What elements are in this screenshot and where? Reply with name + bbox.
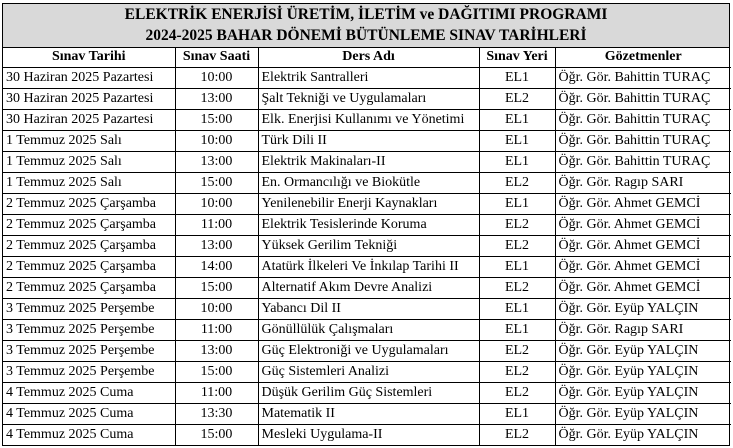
course-name-cell: Atatürk İlkeleri Ve İnkılap Tarihi II bbox=[258, 256, 479, 277]
exam-room-cell: EL1 bbox=[479, 130, 555, 151]
course-name-cell: En. Ormancılığı ve Biokütle bbox=[258, 172, 479, 193]
exam-time-cell: 13:00 bbox=[175, 340, 258, 361]
exam-room-cell: EL1 bbox=[479, 151, 555, 172]
course-name-cell: Matematik II bbox=[258, 403, 479, 424]
table-row bbox=[3, 193, 731, 214]
proctor-cell: Öğr. Gör. Bahittin TURAÇ bbox=[555, 67, 731, 88]
exam-date-cell: 1 Temmuz 2025 Salı bbox=[3, 151, 175, 172]
table-row bbox=[3, 298, 731, 319]
table-header-row bbox=[3, 48, 731, 67]
table-row bbox=[3, 319, 731, 340]
table-row bbox=[3, 109, 731, 130]
table-row bbox=[3, 130, 731, 151]
exam-room-cell: EL1 bbox=[479, 109, 555, 130]
exam-room-cell: EL1 bbox=[479, 298, 555, 319]
program-title: ELEKTRİK ENERJİSİ ÜRETİM, İLETİM ve DAĞITIMI PROGRAMI bbox=[124, 6, 608, 23]
exam-room-cell: EL1 bbox=[479, 403, 555, 424]
course-name-cell: Yüksek Gerilim Tekniği bbox=[258, 235, 479, 256]
proctor-cell: Öğr. Gör. Eyüp YALÇIN bbox=[555, 424, 731, 445]
proctor-cell: Öğr. Gör. Bahittin TURAÇ bbox=[555, 151, 731, 172]
header-exam-room: Sınav Yeri bbox=[479, 48, 555, 67]
proctor-cell: Öğr. Gör. Eyüp YALÇIN bbox=[555, 340, 731, 361]
proctor-cell: Öğr. Gör. Eyüp YALÇIN bbox=[555, 361, 731, 382]
exam-date-cell: 2 Temmuz 2025 Çarşamba bbox=[3, 256, 175, 277]
proctor-cell: Öğr. Gör. Bahittin TURAÇ bbox=[555, 109, 731, 130]
exam-date-cell: 3 Temmuz 2025 Perşembe bbox=[3, 361, 175, 382]
exam-date-cell: 30 Haziran 2025 Pazartesi bbox=[3, 67, 175, 88]
exam-room-cell: EL2 bbox=[479, 277, 555, 298]
exam-time-cell: 14:00 bbox=[175, 256, 258, 277]
exam-room-cell: EL2 bbox=[479, 214, 555, 235]
course-name-cell: Güç Sistemleri Analizi bbox=[258, 361, 479, 382]
course-name-cell: Alternatif Akım Devre Analizi bbox=[258, 277, 479, 298]
exam-time-cell: 13:00 bbox=[175, 235, 258, 256]
proctor-cell: Öğr. Gör. Bahittin TURAÇ bbox=[555, 88, 731, 109]
exam-date-cell: 4 Temmuz 2025 Cuma bbox=[3, 403, 175, 424]
exam-room-cell: EL1 bbox=[479, 319, 555, 340]
term-title: 2024-2025 BAHAR DÖNEMİ BÜTÜNLEME SINAV TARİHLERİ bbox=[145, 27, 587, 44]
exam-room-cell: EL2 bbox=[479, 235, 555, 256]
exam-date-cell: 1 Temmuz 2025 Salı bbox=[3, 130, 175, 151]
course-name-cell: Yenilenebilir Enerji Kaynakları bbox=[258, 193, 479, 214]
table-row bbox=[3, 256, 731, 277]
proctor-cell: Öğr. Gör. Bahittin TURAÇ bbox=[555, 130, 731, 151]
exam-room-cell: EL1 bbox=[479, 193, 555, 214]
table-row bbox=[3, 235, 731, 256]
exam-time-cell: 10:00 bbox=[175, 67, 258, 88]
exam-time-cell: 13:00 bbox=[175, 88, 258, 109]
course-name-cell: Güç Elektroniği ve Uygulamaları bbox=[258, 340, 479, 361]
exam-time-cell: 10:00 bbox=[175, 298, 258, 319]
exam-date-cell: 4 Temmuz 2025 Cuma bbox=[3, 382, 175, 403]
course-name-cell: Yabancı Dil II bbox=[258, 298, 479, 319]
table-row bbox=[3, 382, 731, 403]
proctor-cell: Öğr. Gör. Ahmet GEMCİ bbox=[555, 256, 731, 277]
table-row bbox=[3, 151, 731, 172]
header-course-name: Ders Adı bbox=[258, 48, 479, 67]
exam-time-cell: 11:00 bbox=[175, 214, 258, 235]
proctor-cell: Öğr. Gör. Eyüp YALÇIN bbox=[555, 382, 731, 403]
exam-room-cell: EL2 bbox=[479, 361, 555, 382]
course-name-cell: Elektrik Santralleri bbox=[258, 67, 479, 88]
proctor-cell: Öğr. Gör. Ahmet GEMCİ bbox=[555, 193, 731, 214]
exam-room-cell: EL2 bbox=[479, 340, 555, 361]
proctor-cell: Öğr. Gör. Ragıp SARI bbox=[555, 319, 731, 340]
exam-time-cell: 11:00 bbox=[175, 382, 258, 403]
table-row bbox=[3, 214, 731, 235]
proctor-cell: Öğr. Gör. Ahmet GEMCİ bbox=[555, 214, 731, 235]
exam-date-cell: 30 Haziran 2025 Pazartesi bbox=[3, 109, 175, 130]
proctor-cell: Öğr. Gör. Eyüp YALÇIN bbox=[555, 403, 731, 424]
table-row bbox=[3, 277, 731, 298]
exam-time-cell: 11:00 bbox=[175, 319, 258, 340]
exam-date-cell: 3 Temmuz 2025 Perşembe bbox=[3, 340, 175, 361]
table-row bbox=[3, 424, 731, 445]
course-name-cell: Şalt Tekniği ve Uygulamaları bbox=[258, 88, 479, 109]
exam-time-cell: 15:00 bbox=[175, 109, 258, 130]
exam-date-cell: 30 Haziran 2025 Pazartesi bbox=[3, 88, 175, 109]
exam-date-cell: 2 Temmuz 2025 Çarşamba bbox=[3, 214, 175, 235]
course-name-cell: Düşük Gerilim Güç Sistemleri bbox=[258, 382, 479, 403]
schedule-title bbox=[3, 4, 729, 48]
course-name-cell: Gönüllülük Çalışmaları bbox=[258, 319, 479, 340]
exam-time-cell: 15:00 bbox=[175, 361, 258, 382]
course-name-cell: Türk Dili II bbox=[258, 130, 479, 151]
course-name-cell: Elk. Enerjisi Kullanımı ve Yönetimi bbox=[258, 109, 479, 130]
exam-room-cell: EL2 bbox=[479, 424, 555, 445]
course-name-cell: Mesleki Uygulama-II bbox=[258, 424, 479, 445]
exam-room-cell: EL2 bbox=[479, 88, 555, 109]
table-row bbox=[3, 67, 731, 88]
header-proctors: Gözetmenler bbox=[555, 48, 731, 67]
table-row bbox=[3, 340, 731, 361]
exam-room-cell: EL1 bbox=[479, 256, 555, 277]
proctor-cell: Öğr. Gör. Eyüp YALÇIN bbox=[555, 298, 731, 319]
course-name-cell: Elektrik Makinaları-II bbox=[258, 151, 479, 172]
table-row bbox=[3, 361, 731, 382]
course-name-cell: Elektrik Tesislerinde Koruma bbox=[258, 214, 479, 235]
exam-date-cell: 4 Temmuz 2025 Cuma bbox=[3, 424, 175, 445]
exam-schedule-sheet bbox=[2, 3, 730, 446]
proctor-cell: Öğr. Gör. Ahmet GEMCİ bbox=[555, 235, 731, 256]
exam-time-cell: 15:00 bbox=[175, 277, 258, 298]
header-exam-time: Sınav Saati bbox=[175, 48, 258, 67]
table-row bbox=[3, 172, 731, 193]
exam-room-cell: EL1 bbox=[479, 67, 555, 88]
exam-date-cell: 2 Temmuz 2025 Çarşamba bbox=[3, 193, 175, 214]
table-row bbox=[3, 88, 731, 109]
exam-time-cell: 10:00 bbox=[175, 193, 258, 214]
exam-time-cell: 13:00 bbox=[175, 151, 258, 172]
proctor-cell: Öğr. Gör. Ragıp SARI bbox=[555, 172, 731, 193]
header-exam-date: Sınav Tarihi bbox=[3, 48, 175, 67]
exam-room-cell: EL2 bbox=[479, 172, 555, 193]
exam-time-cell: 10:00 bbox=[175, 130, 258, 151]
exam-date-cell: 3 Temmuz 2025 Perşembe bbox=[3, 298, 175, 319]
exam-time-cell: 13:30 bbox=[175, 403, 258, 424]
exam-time-cell: 15:00 bbox=[175, 424, 258, 445]
proctor-cell: Öğr. Gör. Ahmet GEMCİ bbox=[555, 277, 731, 298]
table-row bbox=[3, 403, 731, 424]
exam-date-cell: 3 Temmuz 2025 Perşembe bbox=[3, 319, 175, 340]
exam-date-cell: 1 Temmuz 2025 Salı bbox=[3, 172, 175, 193]
exam-time-cell: 15:00 bbox=[175, 172, 258, 193]
exam-date-cell: 2 Temmuz 2025 Çarşamba bbox=[3, 277, 175, 298]
exam-date-cell: 2 Temmuz 2025 Çarşamba bbox=[3, 235, 175, 256]
exam-table bbox=[3, 48, 731, 445]
exam-room-cell: EL2 bbox=[479, 382, 555, 403]
